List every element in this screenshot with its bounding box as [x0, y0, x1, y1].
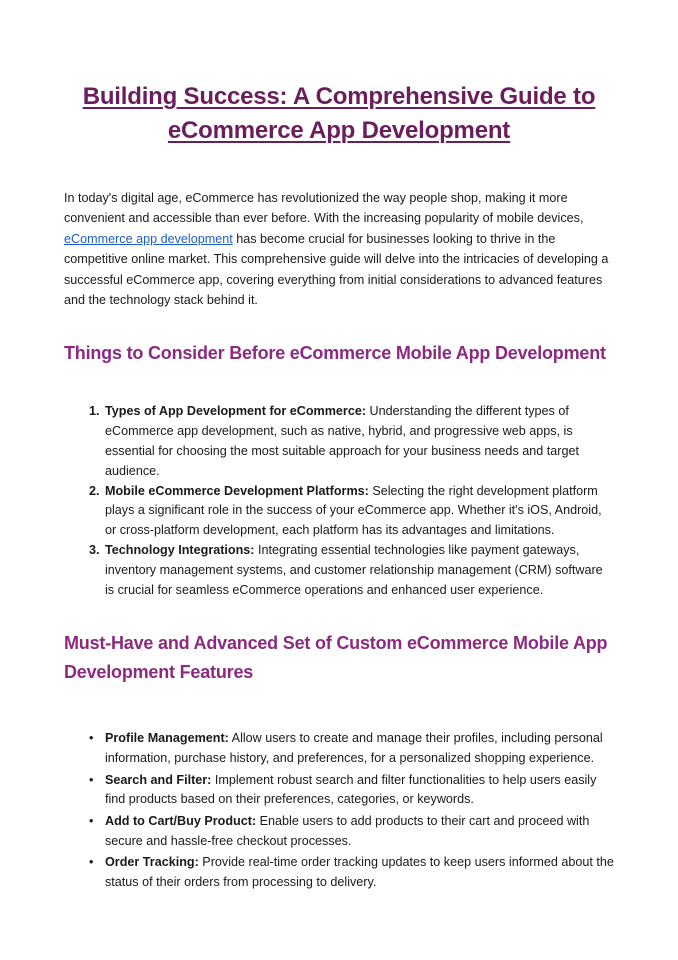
bullet-icon: • [89, 731, 94, 746]
list-item-title: Profile Management: [105, 731, 229, 746]
bullet-icon: • [89, 772, 94, 787]
list-item [89, 771, 614, 811]
list-item-title: Search and Filter: [105, 772, 212, 787]
list-item-number: 1. [89, 404, 100, 419]
list-item-title: Order Tracking: [105, 854, 199, 869]
intro-text-before-link: In today's digital age, eCommerce has revolutionized the way people shop, making it more convenient and accessible than ever before. With the increasing popularity of mobile devices, [64, 191, 584, 226]
list-item [89, 812, 614, 852]
list-item [89, 482, 614, 541]
list-item [89, 729, 614, 769]
considerations-list [64, 402, 614, 600]
list-item-text: Selecting the right development platform plays a significant role in the success of your eCommerce app. Whether it's iOS, Android, or cross-platform development, each platform has its advantages and limitations. [105, 483, 602, 538]
list-item-title: Mobile eCommerce Development Platforms: [105, 483, 369, 498]
section-heading-considerations: Things to Consider Before eCommerce Mobile App Development [64, 343, 606, 364]
section-heading-features: Must-Have and Advanced Set of Custom eCommerce Mobile App Development Features [64, 633, 608, 683]
list-item-number: 2. [89, 483, 100, 498]
list-item-title: Technology Integrations: [105, 543, 255, 558]
bullet-icon: • [89, 813, 94, 828]
list-item-text: Understanding the different types of eCommerce app development, such as native, hybrid, and progressive web apps, is essential for choosing the most suitable approach for your business needs and target audience. [105, 404, 579, 478]
list-item [89, 853, 614, 893]
list-item [89, 541, 614, 600]
list-item-text: Allow users to create and manage their profiles, including personal information, purchase history, and preferences, for a personalized shopping experience. [105, 731, 603, 766]
list-item-text: Implement robust search and filter functionalities to help users easily find products based on their preferences, categories, or keywords. [105, 772, 597, 807]
intro-text-after-link: has become crucial for businesses looking to thrive in the competitive online market. This comprehensive guide will delve into the intricacies of developing a successful eCommerce app, covering everything from initial considerations to advanced features and the technology stack behind it. [64, 231, 609, 308]
list-item-text: Provide real-time order tracking updates to keep users informed about the status of their orders from processing to delivery. [105, 854, 614, 889]
list-item-text: Enable users to add products to their cart and proceed with secure and hassle-free checkout processes. [105, 813, 590, 848]
intro-paragraph [64, 188, 614, 310]
list-item [89, 402, 614, 481]
list-item-text: Integrating essential technologies like payment gateways, inventory management systems, and customer relationship management (CRM) software is crucial for seamless eCommerce operations and enhanced user experience. [105, 543, 603, 597]
list-item-title: Types of App Development for eCommerce: [105, 404, 367, 419]
features-list [64, 729, 614, 892]
page-title: Building Success: A Comprehensive Guide to eCommerce App Development [82, 83, 596, 144]
list-item-number: 3. [89, 543, 100, 558]
ecommerce-app-development-link[interactable]: eCommerce app development [64, 231, 233, 246]
bullet-icon: • [89, 854, 94, 869]
list-item-title: Add to Cart/Buy Product: [105, 813, 257, 828]
